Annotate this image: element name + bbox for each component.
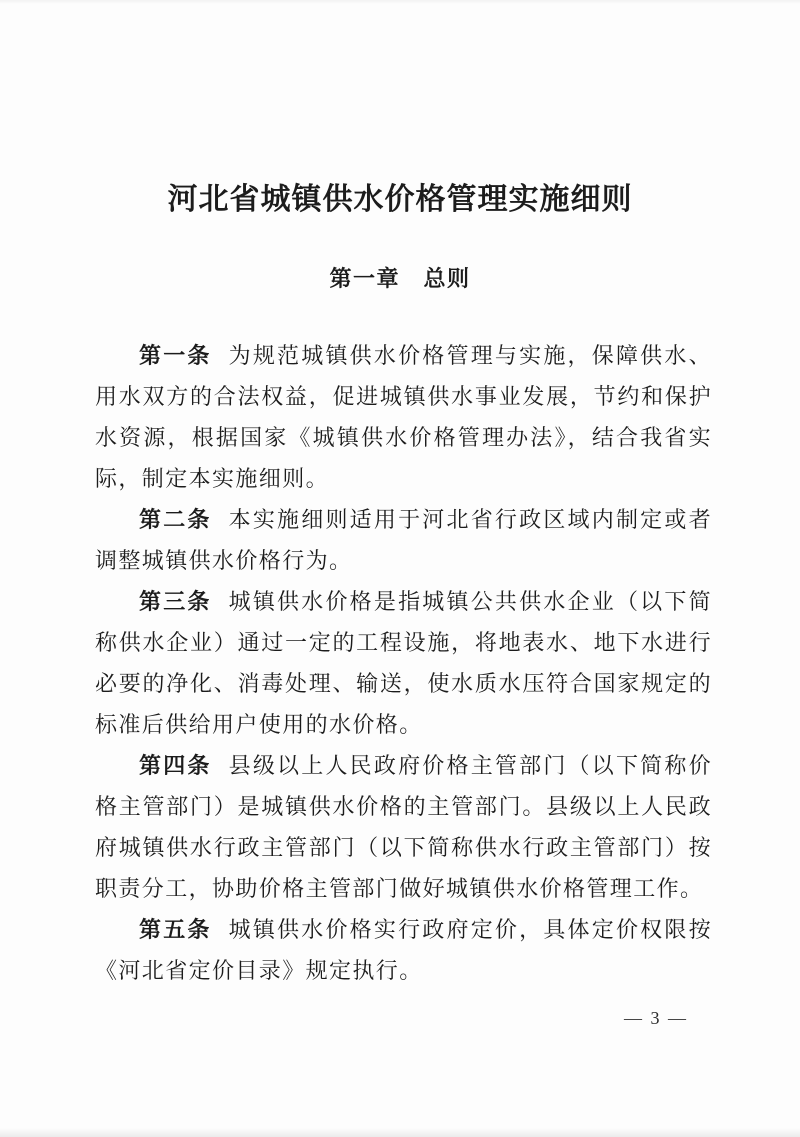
article-4 [95, 745, 712, 909]
article-2-text: 本实施细则适用于河北省行政区域内制定或者调整城镇供水价格行为。 [95, 507, 712, 573]
article-5 [95, 909, 712, 991]
article-1 [95, 335, 712, 499]
article-2 [95, 499, 712, 581]
article-5-text: 城镇供水价格实行政府定价，具体定价权限按《河北省定价目录》规定执行。 [95, 917, 712, 983]
article-4-text: 县级以上人民政府价格主管部门（以下简称价格主管部门）是城镇供水价格的主管部门。县级以上人民政府城镇供水行政主管部门（以下简称供水行政主管部门）按职责分工，协助价格主管部门做好城镇供水价格管理工作。 [95, 753, 712, 901]
article-1-number: 第一条 [139, 343, 212, 368]
article-5-number: 第五条 [139, 917, 212, 942]
chapter-heading: 第一章 总则 [329, 266, 471, 291]
article-2-number: 第二条 [139, 507, 212, 532]
document-body [95, 335, 712, 991]
article-3-text: 城镇供水价格是指城镇公共供水企业（以下简称供水企业）通过一定的工程设施，将地表水、地下水进行必要的净化、消毒处理、输送，使水质水压符合国家规定的标准后供给用户使用的水价格。 [95, 589, 712, 737]
article-3-number: 第三条 [139, 589, 212, 614]
document-title: 河北省城镇供水价格管理实施细则 [167, 183, 633, 216]
article-3 [95, 581, 712, 745]
article-1-text: 为规范城镇供水价格管理与实施，保障供水、用水双方的合法权益，促进城镇供水事业发展，节约和保护水资源，根据国家《城镇供水价格管理办法》，结合我省实际，制定本实施细则。 [95, 343, 712, 491]
article-4-number: 第四条 [139, 753, 212, 778]
page-number: — 3 — [624, 1008, 688, 1028]
